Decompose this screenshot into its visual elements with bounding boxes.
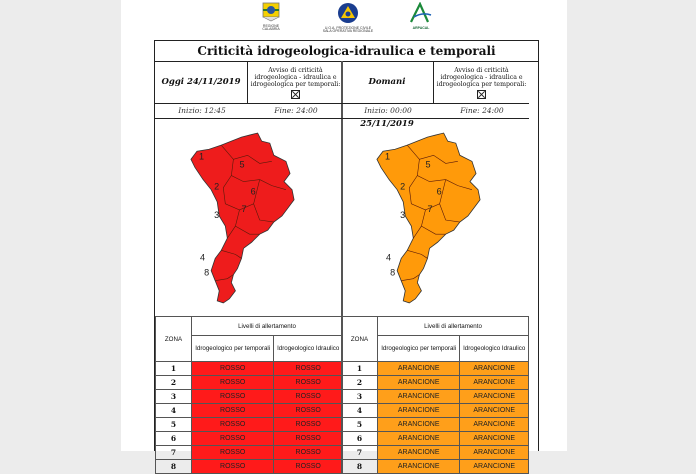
- zone-label: 2: [400, 181, 406, 192]
- time-range: [155, 103, 343, 119]
- col1-header: Idrogeologico per temporali: [192, 336, 274, 362]
- forecast-date: Domani 25/11/2019: [341, 61, 434, 103]
- zone-label: 5: [425, 159, 431, 170]
- end-time: Fine: 24:00: [274, 106, 318, 115]
- table-row: [342, 376, 529, 390]
- table-row: [156, 432, 343, 446]
- zone-number: 6: [156, 432, 192, 446]
- zone-number: 1: [156, 362, 192, 376]
- level-cell: ARANCIONE: [460, 432, 529, 446]
- table-row: [156, 418, 343, 432]
- alert-table: [341, 316, 529, 474]
- table-row: [342, 446, 529, 460]
- zone-label: 7: [241, 203, 247, 214]
- level-cell: ROSSO: [192, 390, 274, 404]
- calabria-map-svg: [371, 129, 486, 309]
- zona-header: ZONA: [156, 317, 192, 362]
- zone-label: 4: [386, 252, 392, 263]
- zone-label: 4: [200, 252, 206, 263]
- level-cell: ROSSO: [274, 446, 343, 460]
- zone-number: 8: [342, 460, 378, 474]
- zone-number: 3: [342, 390, 378, 404]
- table-row: [156, 376, 343, 390]
- level-cell: ROSSO: [192, 404, 274, 418]
- level-cell: ARANCIONE: [460, 404, 529, 418]
- col2-header: Idrogeologico Idraulico: [274, 336, 343, 362]
- col2-header: Idrogeologico Idraulico: [460, 336, 529, 362]
- levels-header: Livelli di allertamento: [192, 317, 343, 336]
- level-cell: ROSSO: [274, 418, 343, 432]
- level-cell: ARANCIONE: [460, 376, 529, 390]
- level-cell: ROSSO: [274, 432, 343, 446]
- logo-caption: ARPACAL: [412, 26, 430, 30]
- alert-table: [155, 316, 343, 474]
- level-cell: ARANCIONE: [378, 362, 460, 376]
- avviso-text: Avviso di criticità idrogeologica - idraulica e idrogeologica per temporali:: [436, 67, 527, 89]
- level-cell: ROSSO: [192, 432, 274, 446]
- forecast-date: Oggi 24/11/2019: [155, 61, 248, 103]
- zone-number: 7: [156, 446, 192, 460]
- zone-number: 5: [342, 418, 378, 432]
- table-row: [342, 404, 529, 418]
- table-row: [156, 362, 343, 376]
- table-row: [156, 446, 343, 460]
- zone-number: 3: [156, 390, 192, 404]
- level-cell: ARANCIONE: [378, 418, 460, 432]
- level-cell: ROSSO: [274, 362, 343, 376]
- level-cell: ARANCIONE: [378, 376, 460, 390]
- arpacal-emblem-icon: [408, 2, 434, 24]
- level-cell: ARANCIONE: [378, 446, 460, 460]
- level-cell: ROSSO: [192, 376, 274, 390]
- start-time: Inizio: 00:00: [364, 106, 412, 115]
- regione-calabria-emblem-icon: [262, 2, 280, 22]
- level-cell: ROSSO: [192, 418, 274, 432]
- zone-label: 3: [400, 209, 406, 220]
- avviso-block: [248, 67, 343, 101]
- level-cell: ARANCIONE: [460, 460, 529, 474]
- zone-label: 3: [214, 209, 220, 220]
- level-cell: ARANCIONE: [460, 446, 529, 460]
- zone-label: 6: [250, 186, 256, 197]
- table-row: [342, 362, 529, 376]
- zone-label: 6: [436, 186, 442, 197]
- level-cell: ROSSO: [274, 460, 343, 474]
- table-row: [342, 460, 529, 474]
- calabria-map-svg: [185, 129, 300, 309]
- logo-bar: [121, 0, 567, 40]
- table-row: [342, 390, 529, 404]
- level-cell: ARANCIONE: [460, 418, 529, 432]
- zone-number: 2: [156, 376, 192, 390]
- level-cell: ROSSO: [274, 390, 343, 404]
- zone-number: 4: [156, 404, 192, 418]
- level-cell: ROSSO: [274, 376, 343, 390]
- zone-label: 1: [199, 151, 205, 162]
- bulletin-page: [121, 0, 567, 471]
- zone-number: 2: [342, 376, 378, 390]
- logo-caption: U.O.A. PROTEZIONE CIVILE SALA OPERATIVA REGIONALE: [322, 26, 374, 33]
- level-cell: ROSSO: [274, 404, 343, 418]
- zone-number: 6: [342, 432, 378, 446]
- avviso-block: [434, 67, 529, 101]
- level-cell: ARANCIONE: [460, 362, 529, 376]
- zone-label: 5: [239, 159, 245, 170]
- calabria-map: [155, 119, 343, 316]
- zona-header: ZONA: [342, 317, 378, 362]
- table-row: [156, 390, 343, 404]
- zone-label: 1: [385, 151, 391, 162]
- avviso-text: Avviso di criticità idrogeologica - idraulica e idrogeologica per temporali:: [250, 67, 341, 89]
- table-row: [342, 418, 529, 432]
- level-cell: ARANCIONE: [460, 390, 529, 404]
- zone-number: 4: [342, 404, 378, 418]
- table-row: [156, 460, 343, 474]
- col1-header: Idrogeologico per temporali: [378, 336, 460, 362]
- column-header: [155, 61, 343, 104]
- end-time: Fine: 24:00: [460, 106, 504, 115]
- levels-header: Livelli di allertamento: [378, 317, 529, 336]
- level-cell: ARANCIONE: [378, 404, 460, 418]
- zone-label: 7: [427, 203, 433, 214]
- protezione-civile-emblem-icon: [337, 2, 359, 24]
- table-row: [156, 404, 343, 418]
- avviso-checkbox-icon: [291, 90, 300, 99]
- zone-number: 5: [156, 418, 192, 432]
- zone-number: 8: [156, 460, 192, 474]
- regione-calabria-logo: [256, 2, 286, 31]
- protezione-civile-logo: [313, 2, 383, 33]
- logo-caption: REGIONE CALABRIA: [262, 24, 280, 31]
- avviso-checkbox-icon: [477, 90, 486, 99]
- zone-label: 8: [204, 267, 210, 278]
- start-time: Inizio: 12:45: [178, 106, 226, 115]
- page-title: Criticità idrogeologica-idraulica e temporali: [155, 41, 538, 62]
- tomorrow-column: [341, 61, 529, 471]
- level-cell: ROSSO: [192, 460, 274, 474]
- bulletin-sheet: [154, 40, 539, 471]
- level-cell: ROSSO: [192, 362, 274, 376]
- arpacal-logo: [396, 2, 446, 30]
- zone-number: 7: [342, 446, 378, 460]
- zone-label: 8: [390, 267, 396, 278]
- table-row: [342, 432, 529, 446]
- level-cell: ARANCIONE: [378, 390, 460, 404]
- today-column: [155, 61, 343, 471]
- time-range: [341, 103, 529, 119]
- calabria-map: [341, 119, 529, 316]
- level-cell: ARANCIONE: [378, 460, 460, 474]
- zone-number: 1: [342, 362, 378, 376]
- zone-label: 2: [214, 181, 220, 192]
- level-cell: ROSSO: [192, 446, 274, 460]
- level-cell: ARANCIONE: [378, 432, 460, 446]
